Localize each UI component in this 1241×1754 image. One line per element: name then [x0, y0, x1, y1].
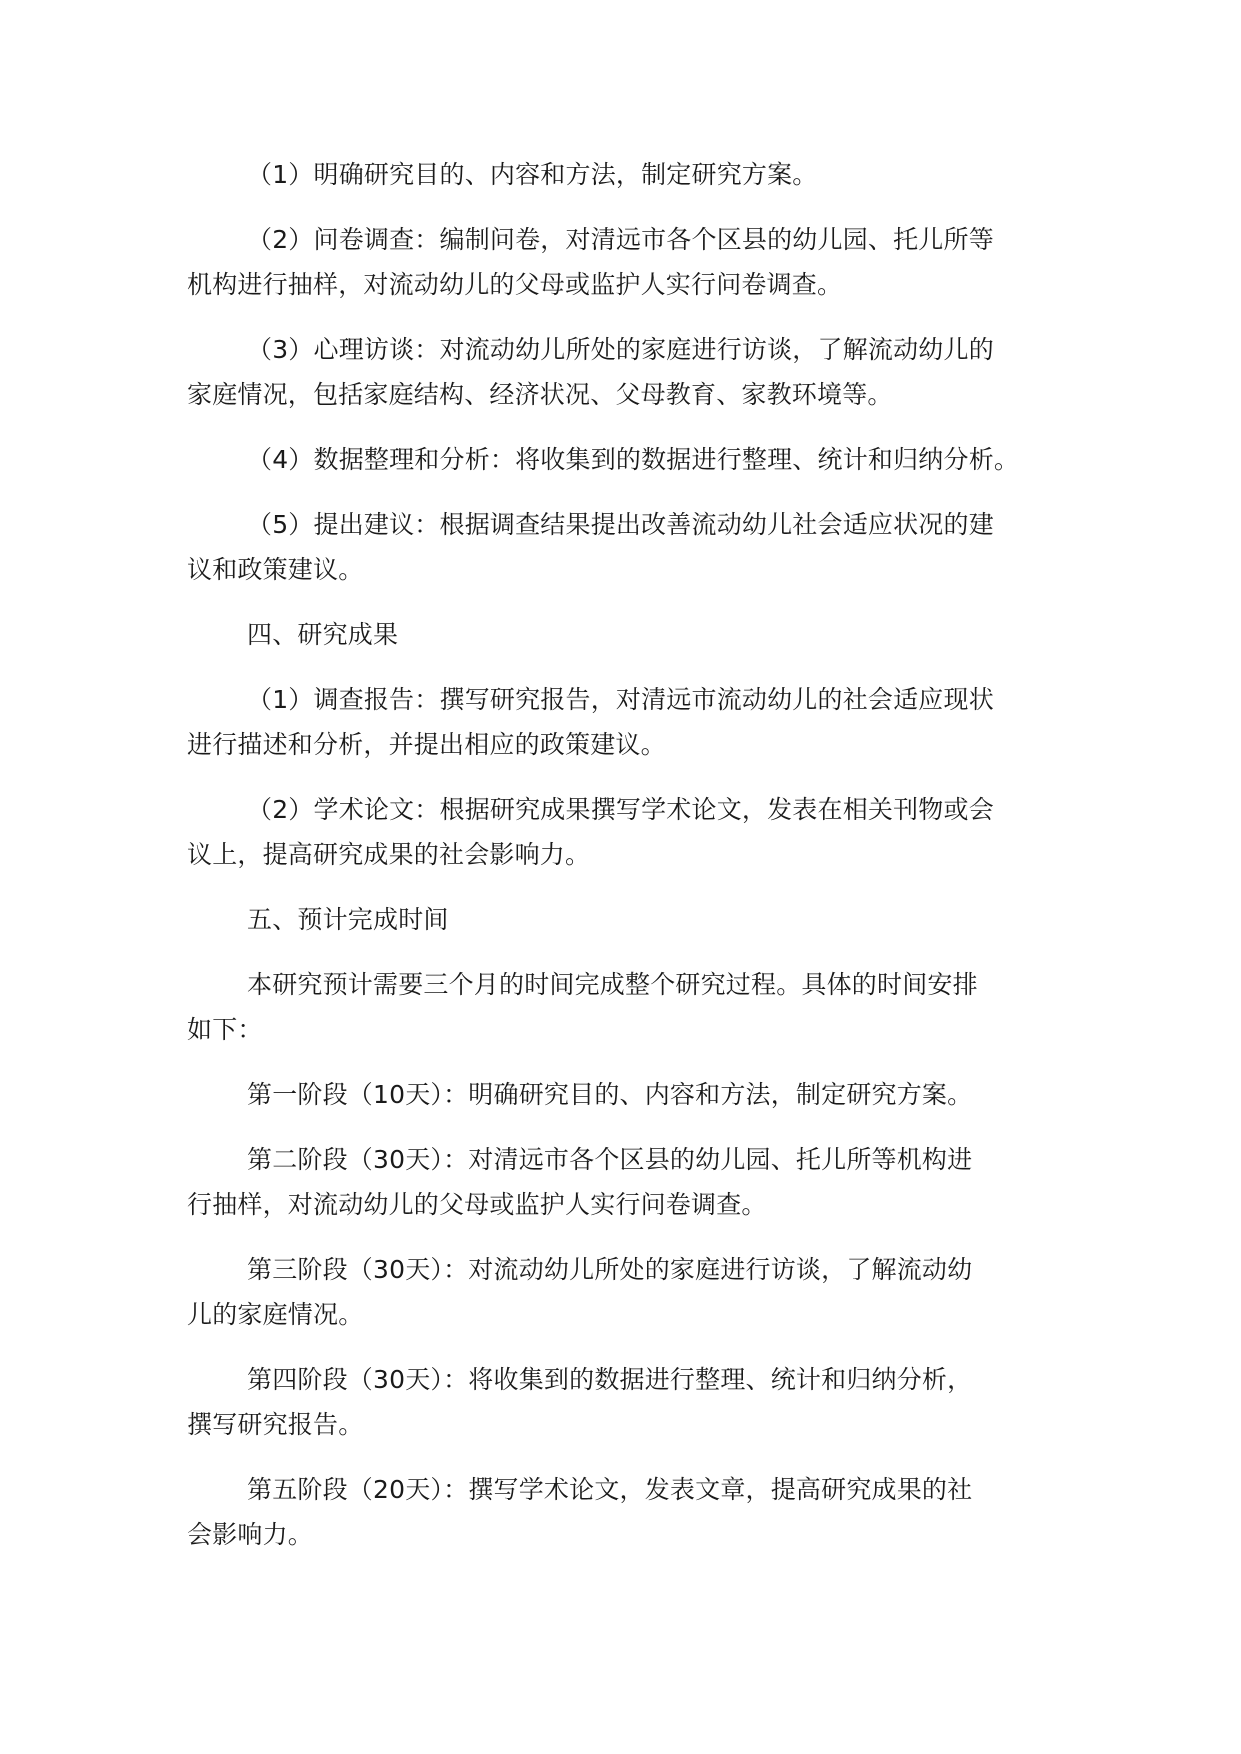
section-heading-timeline	[187, 897, 1067, 942]
paragraph-line: （2）学术论文：根据研究成果撰写学术论文，发表在相关刊物或会	[247, 795, 994, 824]
paragraph-line: 议和政策建议。	[187, 555, 364, 584]
paragraph-step-2	[187, 217, 1067, 307]
paragraph-line: 本研究预计需要三个月的时间完成整个研究过程。具体的时间安排	[247, 970, 978, 999]
paragraph-step-3	[187, 327, 1067, 417]
paragraph-line: 行抽样，对流动幼儿的父母或监护人实行问卷调查。	[187, 1190, 767, 1219]
heading-text: 五、预计完成时间	[247, 905, 449, 934]
heading-text: 四、研究成果	[247, 620, 399, 649]
paragraph-result-paper	[187, 787, 1067, 877]
paragraph-line: 第二阶段（30天）：对清远市各个区县的幼儿园、托儿所等机构进	[247, 1145, 973, 1174]
document-page	[187, 152, 1067, 1577]
paragraph-line: 如下：	[187, 1015, 263, 1044]
paragraph-line: 家庭情况，包括家庭结构、经济状况、父母教育、家教环境等。	[187, 380, 893, 409]
paragraph-line: 第五阶段（20天）：撰写学术论文，发表文章，提高研究成果的社	[247, 1475, 973, 1504]
paragraph-phase-4	[187, 1357, 1067, 1447]
paragraph-line: 机构进行抽样，对流动幼儿的父母或监护人实行问卷调查。	[187, 270, 843, 299]
paragraph-phase-3	[187, 1247, 1067, 1337]
paragraph-phase-5	[187, 1467, 1067, 1557]
paragraph-step-5	[187, 502, 1067, 592]
paragraph-step-1	[187, 152, 1067, 197]
paragraph-line: （1）调查报告：撰写研究报告，对清远市流动幼儿的社会适应现状	[247, 685, 994, 714]
paragraph-line: （2）问卷调查：编制问卷，对清远市各个区县的幼儿园、托儿所等	[247, 225, 994, 254]
paragraph-phase-1	[187, 1072, 1067, 1117]
paragraph-result-report	[187, 677, 1067, 767]
paragraph-line: 第四阶段（30天）：将收集到的数据进行整理、统计和归纳分析，	[247, 1365, 973, 1394]
paragraph-step-4	[187, 437, 1067, 482]
paragraph-phase-2	[187, 1137, 1067, 1227]
paragraph-line: （5）提出建议：根据调查结果提出改善流动幼儿社会适应状况的建	[247, 510, 994, 539]
paragraph-line: 会影响力。	[187, 1520, 314, 1549]
paragraph-line: 儿的家庭情况。	[187, 1300, 364, 1329]
paragraph-line: 第一阶段（10天）：明确研究目的、内容和方法，制定研究方案。	[247, 1080, 973, 1109]
paragraph-line: （1）明确研究目的、内容和方法，制定研究方案。	[247, 160, 818, 189]
paragraph-line: 撰写研究报告。	[187, 1410, 364, 1439]
paragraph-line: （3）心理访谈：对流动幼儿所处的家庭进行访谈，了解流动幼儿的	[247, 335, 994, 364]
section-heading-results	[187, 612, 1067, 657]
paragraph-line: （4）数据整理和分析：将收集到的数据进行整理、统计和归纳分析。	[247, 445, 1020, 474]
paragraph-timeline-intro	[187, 962, 1067, 1052]
paragraph-line: 进行描述和分析，并提出相应的政策建议。	[187, 730, 666, 759]
paragraph-line: 议上，提高研究成果的社会影响力。	[187, 840, 591, 869]
paragraph-line: 第三阶段（30天）：对流动幼儿所处的家庭进行访谈，了解流动幼	[247, 1255, 973, 1284]
